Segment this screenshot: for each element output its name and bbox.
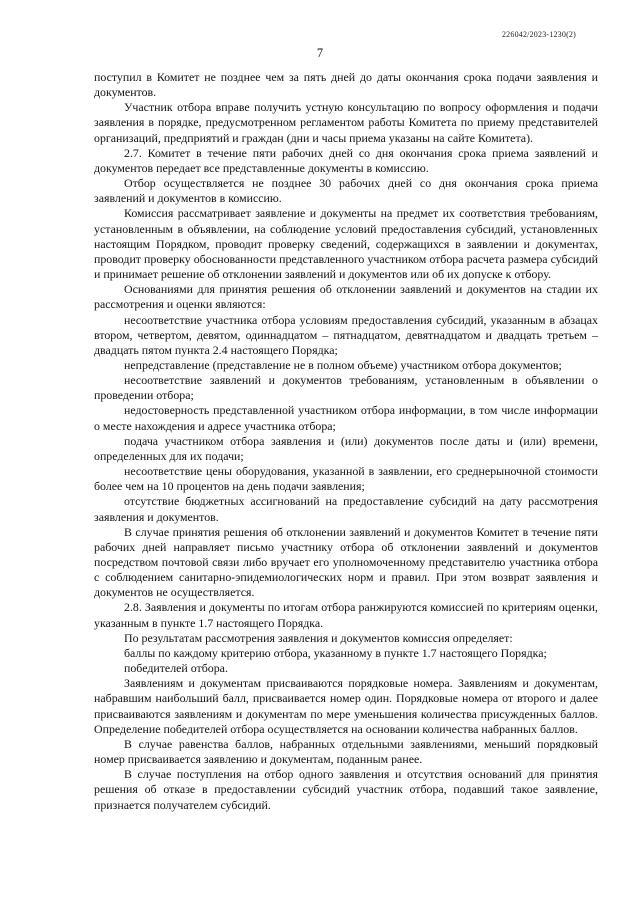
paragraph: В случае принятия решения об отклонении заявлений и документов Комитет в течение пяти рабочих дней направляет письмо участнику отбора об отклонении заявлений и документов посредством почтовой связи либо вручает его уполномоченному представителю участника отбора с соблюдением санитарно-эпидемиологических норм и правил. При этом возврат заявления и документов не осуществляется.: [94, 524, 598, 600]
paragraph: поступил в Комитет не позднее чем за пять дней до даты окончания срока подачи заявления и документов.: [94, 70, 598, 100]
paragraph: По результатам рассмотрения заявления и документов комиссия определяет:: [124, 630, 513, 645]
paragraph: победителей отбора.: [124, 661, 228, 676]
paragraph: недостоверность представленной участником отбора информации, в том числе информации о месте нахождения и адресе участника отбора;: [94, 403, 598, 433]
page-number: 7: [316, 46, 324, 60]
paragraph: Основаниями для принятия решения об отклонении заявлений и документов на стадии их рассмотрения и оценки являются:: [94, 282, 598, 312]
paragraph: 2.7. Комитет в течение пяти рабочих дней со дня окончания срока приема заявлений и документов передает все представленные документы в комиссию.: [94, 145, 598, 175]
paragraph: Комиссия рассматривает заявление и документы на предмет их соответствия требованиям, установленным в объявлении, на соблюдение условий предоставления субсидий, установленных настоящим Порядком, проводит проверку сведений, содержащихся в заявлении и документах, проводит проверку обоснованности представленного участником отбора расчета размера субсидий и принимает решение об отклонении заявлений и документов или об их допуске к отбору.: [94, 206, 598, 282]
paragraph: В случае равенства баллов, набранных отдельными заявлениями, меньший порядковый номер присваивается заявлению и документам, поданным ранее.: [94, 736, 598, 767]
paragraph: В случае поступления на отбор одного заявления и отсутствия оснований для принятия решения об отказе в предоставлении субсидий участник отбора, подавший такое заявление, признается получателем субсидий.: [94, 767, 598, 812]
paragraph: 2.8. Заявления и документы по итогам отбора ранжируются комиссией по критериям оценки, указанным в пункте 1.7 настоящего Порядка.: [94, 600, 598, 630]
paragraph: Отбор осуществляется не позднее 30 рабочих дней со дня окончания срока приема заявлений и документов в комиссию.: [94, 176, 598, 206]
paragraph: Заявлениям и документам присваиваются порядковые номера. Заявлениям и документам, набравшим наибольший балл, присваивается номер один. Порядковые номера от второго и далее присваиваются заявлениям и документам по мере уменьшения количества присужденных баллов. Определение победителей отбора осуществляется на основании количества набранных баллов.: [94, 676, 598, 736]
paragraph: баллы по каждому критерию отбора, указанному в пункте 1.7 настоящего Порядка;: [124, 645, 547, 660]
paragraph: Участник отбора вправе получить устную консультацию по вопросу оформления и подачи заявления в порядке, предусмотренном регламентом работы Комитета по приему представителей организаций, предприятий и граждан (дни и часы приема указаны на сайте Комитета).: [94, 100, 598, 145]
paragraph: отсутствие бюджетных ассигнований на предоставление субсидий на дату рассмотрения заявления и документов.: [94, 494, 598, 524]
paragraph: несоответствие участника отбора условиям предоставления субсидий, указанным в абзацах втором, четвертом, девятом, одиннадцатом – пятнадцатом, девятнадцатом и двадцать третьем – двадцать пятом пункта 2.4 настоящего Порядка;: [94, 312, 598, 357]
paragraph: несоответствие цены оборудования, указанной в заявлении, его среднерыночной стоимости более чем на 10 процентов на день подачи заявления;: [94, 464, 598, 494]
document-id: 226042/2023-1230(2): [501, 30, 576, 39]
paragraph: непредставление (представление не в полном объеме) участником отбора документов;: [124, 357, 562, 372]
paragraph: несоответствие заявлений и документов требованиям, установленным в объявлении о проведении отбора;: [94, 373, 598, 403]
paragraph: подача участником отбора заявления и (или) документов после даты и (или) времени, определенных для их подачи;: [94, 433, 598, 463]
document-body: [94, 70, 598, 813]
